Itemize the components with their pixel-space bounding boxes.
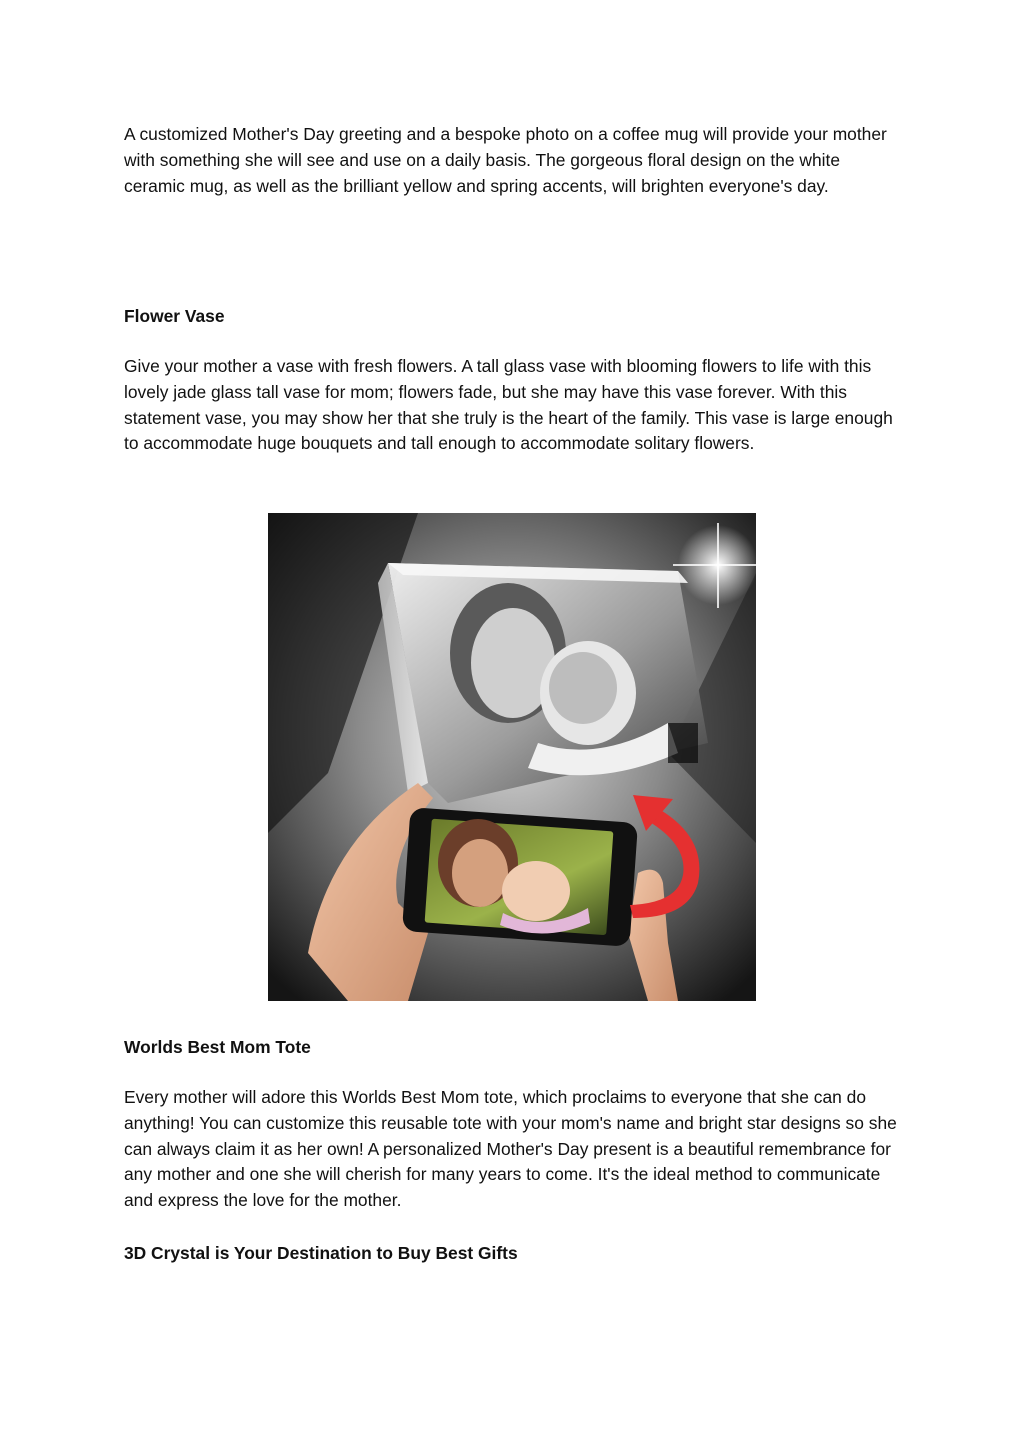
crystal-photo-image: [268, 513, 756, 1001]
section-body-flower-vase: Give your mother a vase with fresh flowers. A tall glass vase with blooming flowers to life with this lovely jade glass tall vase for mom; flowers fade, but she may have this vase forever. With this statement vase, you may show her that she truly is the heart of the family. This vase is large enough to accommodate huge bouquets and tall enough to accommodate solitary flowers.: [124, 356, 893, 454]
section-heading-flower-vase: Flower Vase: [124, 306, 225, 326]
section-heading-3d-crystal: 3D Crystal is Your Destination to Buy Best Gifts: [124, 1243, 518, 1263]
section-body-tote: Every mother will adore this Worlds Best Mom tote, which proclaims to everyone that she can do anything! You can customize this reusable tote with your mom's name and bright star designs so she can always claim it as her own! A personalized Mother's Day present is a beautiful remembrance for any mother and one she will cherish for many years to come. It's the ideal method to communicate and express the love for the mother.: [124, 1087, 897, 1211]
section-heading-tote: Worlds Best Mom Tote: [124, 1037, 311, 1057]
intro-paragraph: A customized Mother's Day greeting and a bespoke photo on a coffee mug will provide your mother with something she will see and use on a daily basis. The gorgeous floral design on the white ceramic mug, as well as the brilliant yellow and spring accents, will brighten everyone's day.: [124, 124, 887, 196]
